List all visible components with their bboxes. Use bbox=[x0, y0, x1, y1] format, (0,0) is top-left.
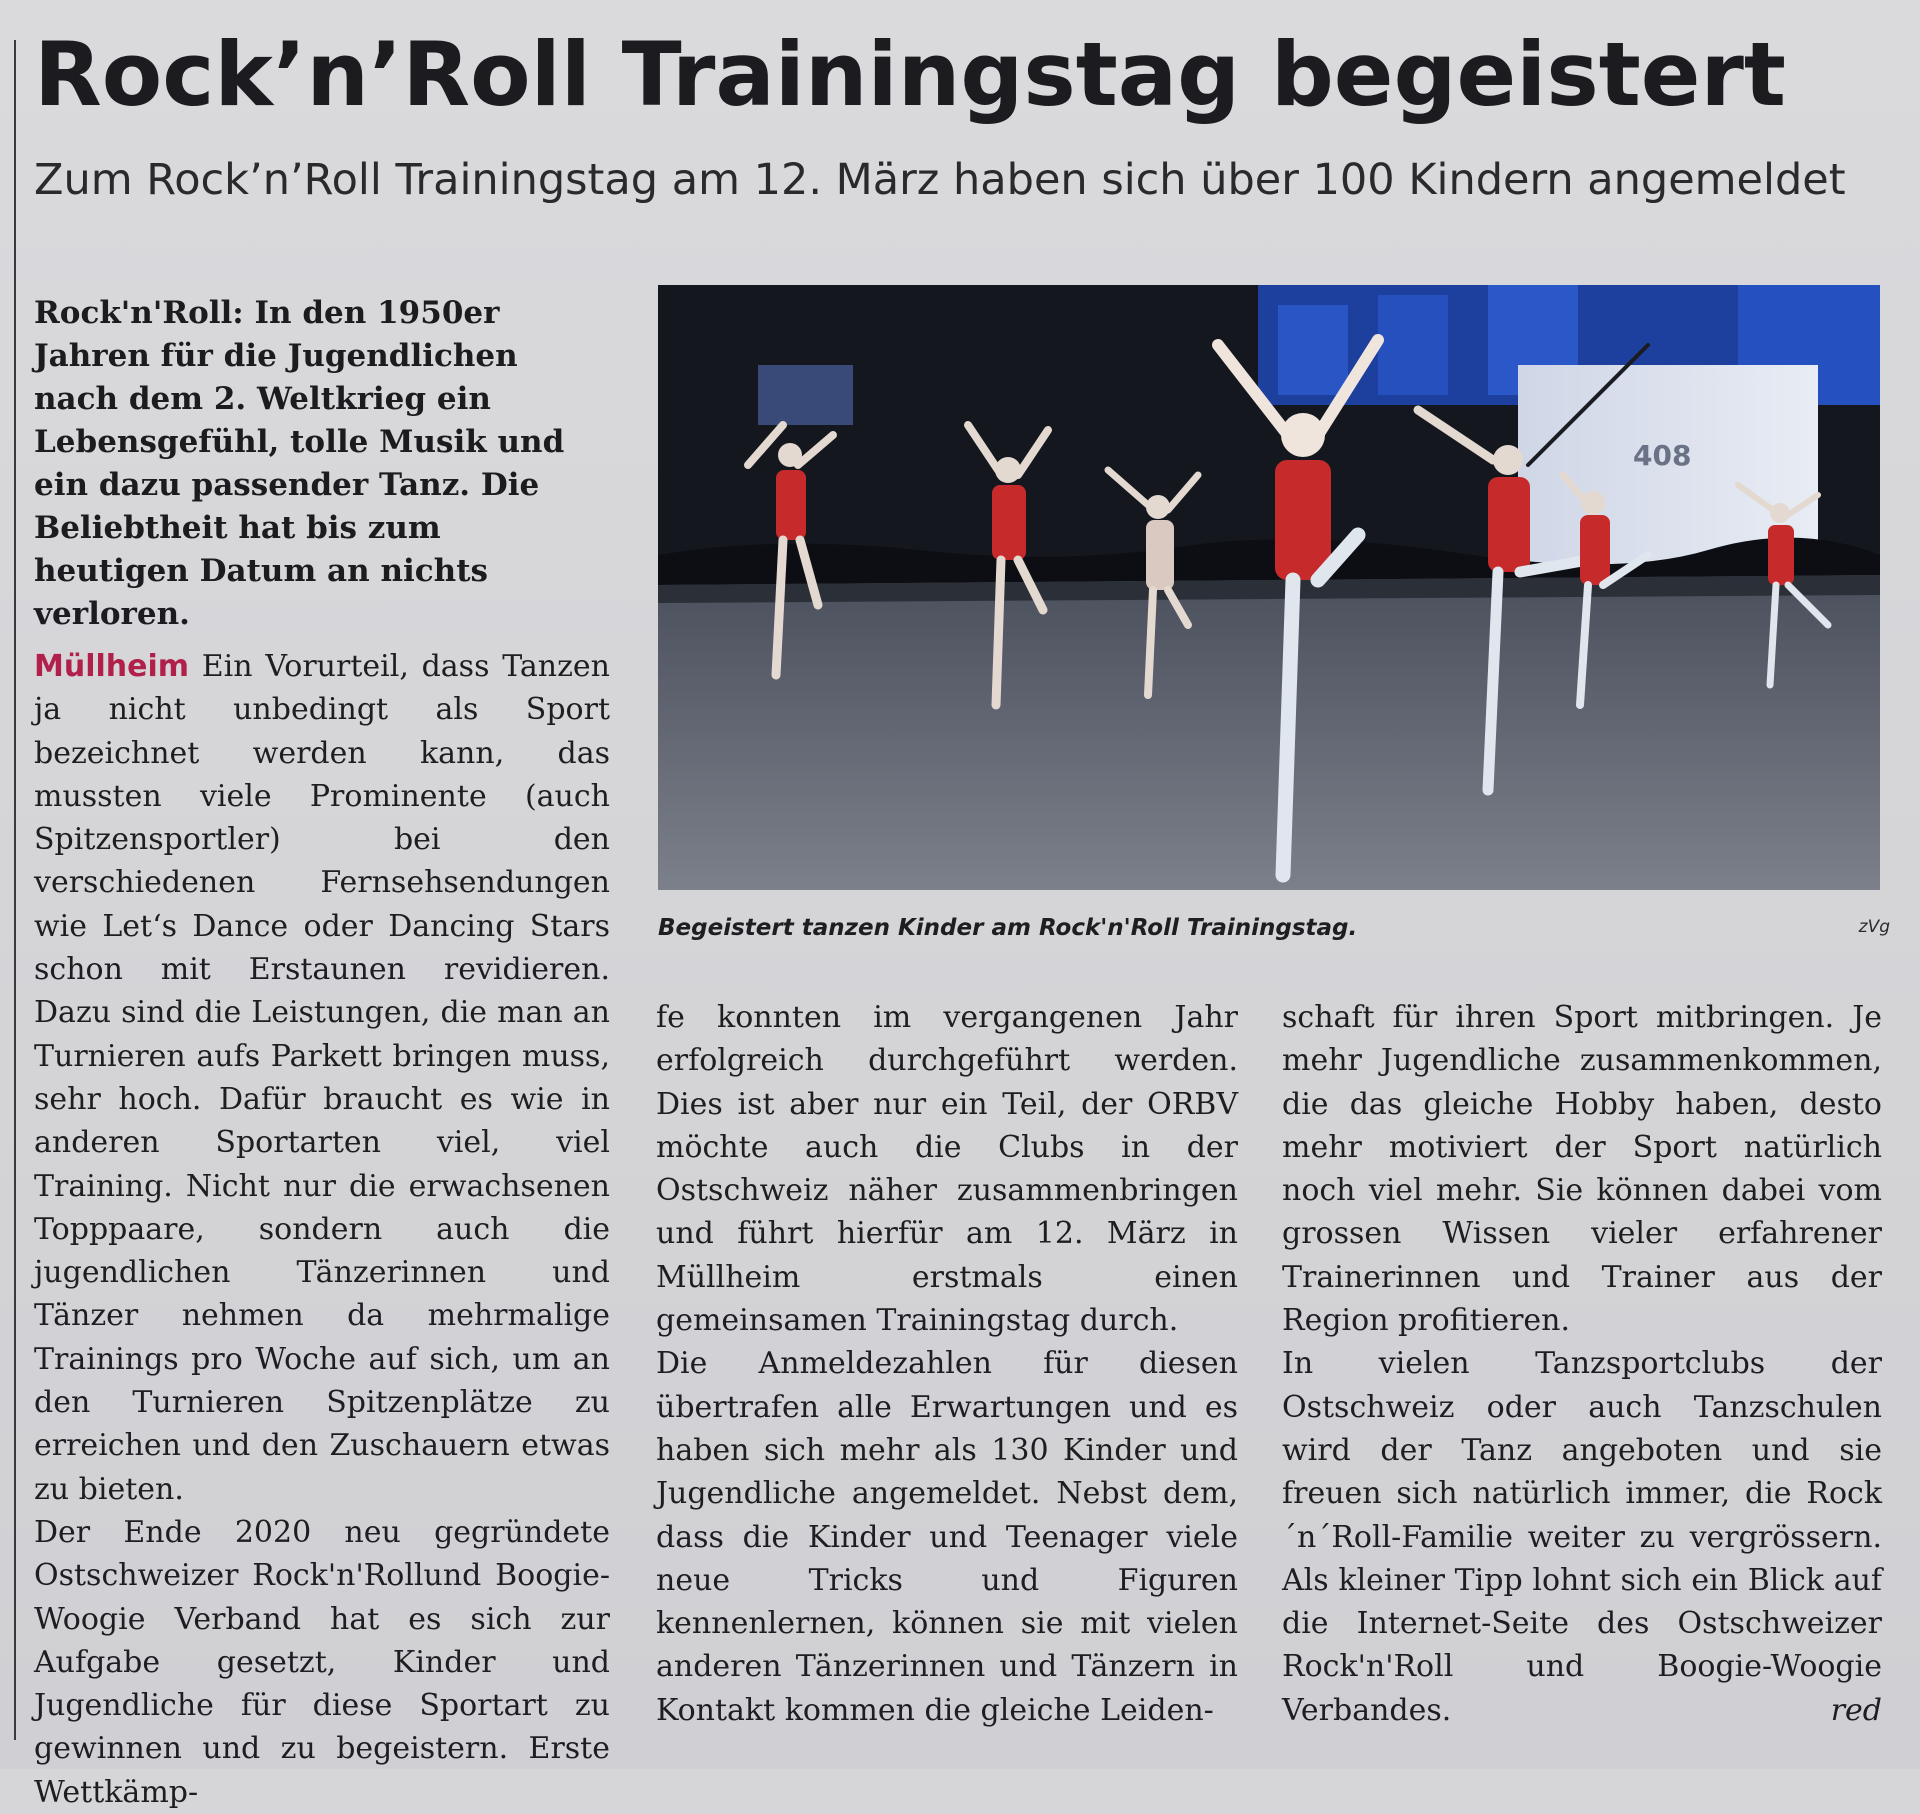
screen-number: 408 bbox=[1633, 439, 1692, 472]
dancers-photo bbox=[658, 285, 1880, 890]
article-paragraph: Der Ende 2020 neu gegründete Ostschweizer Rock'n'Rollund Boogie-Woogie Verband hat es sich zur Aufgabe gesetzt, Kinder und Jugendliche für diese Sportart zu gewinnen und zu begeistern. Erste Wettkämp- bbox=[34, 1514, 610, 1810]
article-headline: Rock’n’Roll Trainingstag begeistert bbox=[34, 23, 1786, 126]
article-paragraph: schaft für ihren Sport mitbringen. Je mehr Jugendliche zusammenkommen, die das gleiche Hobby haben, desto mehr motiviert der Sport natürlich noch viel mehr. Sie können dabei vom grossen Wissen vieler erfahrener Trainerinnen und Trainer aus der Region profitieren. bbox=[1282, 1000, 1882, 1339]
article-lead: Rock'n'Roll: In den 1950er Jahren für die Jugendlichen nach dem 2. Weltkrieg ein Lebensgefühl, tolle Musik und ein dazu passender Tanz. Die Beliebtheit hat bis zum heutigen Datum an nichts verloren. bbox=[34, 295, 565, 632]
article-column-1 bbox=[34, 645, 610, 1810]
paragraph-text: Ein Vorurteil, dass Tanzen ja nicht unbedingt als Sport bezeichnet werden kann, das mussten viele Prominente (auch Spitzensportler) bei den verschiedenen Fernsehsendungen wie Let‘s Dance oder Dancing Stars schon mit Erstaunen revidieren. Dazu sind die Leistungen, die man an Turnieren aufs Parkett bringen muss, sehr hoch. Dafür braucht es wie in anderen Sportarten viel, viel Training. Nicht nur die erwachsenen Topppaare, sondern auch die jugendlichen Tänzerinnen und Tänzer nehmen da mehrmalige Trainings pro Woche auf sich, um an den Turnieren Spitzenplätze zu erreichen und den Zuschauern etwas zu bieten. bbox=[34, 649, 610, 1507]
article-column-2 bbox=[656, 996, 1238, 1746]
article-paragraph: fe konnten im vergangenen Jahr erfolgreich durchgeführt werden. Dies ist aber nur ein Teil, der ORBV möchte auch die Clubs in der Ostschweiz näher zusammenbringen und führt hierfür am 12. März in Müllheim erstmals einen gemeinsamen Trainingstag durch. bbox=[656, 1000, 1238, 1339]
article-paragraph: Die Anmeldezahlen für diesen übertrafen alle Erwartungen und es haben sich mehr als 130 Kinder und Jugendliche angemeldet. Nebst dem, dass die Kinder und Teenager viele neue Tricks und Figuren kennenlernen, können sie mit vielen anderen Tänzerinnen und Tänzern in Kontakt kommen die gleiche Leiden- bbox=[656, 1346, 1238, 1728]
article-paragraph bbox=[34, 645, 610, 1511]
article-subheadline: Zum Rock’n’Roll Trainingstag am 12. März haben sich über 100 Kindern angemeldet bbox=[34, 155, 1846, 205]
photo-caption: Begeistert tanzen Kinder am Rock'n'Roll Trainingstag. bbox=[658, 915, 1358, 941]
photo-credit: zVg bbox=[1858, 917, 1890, 937]
stage-floor bbox=[658, 575, 1880, 890]
paragraph-text: In vielen Tanzsportclubs der Ostschweiz oder auch Tanzschulen wird der Tanz angeboten und sie freuen sich natürlich immer, die Rock´n´Roll-Familie weiter zu vergrössern. Als kleiner Tipp lohnt sich ein Blick auf die Internet-Seite des Ostschweizer Rock'n'Roll und Boogie-Woogie Verbandes. bbox=[1282, 1346, 1882, 1728]
column-rule bbox=[14, 40, 16, 1740]
monitor bbox=[758, 365, 853, 425]
author-signature: red bbox=[1830, 1692, 1882, 1728]
dateline: Müllheim bbox=[34, 649, 190, 684]
article-paragraph bbox=[1282, 1342, 1882, 1732]
article-column-3 bbox=[1282, 996, 1882, 1746]
